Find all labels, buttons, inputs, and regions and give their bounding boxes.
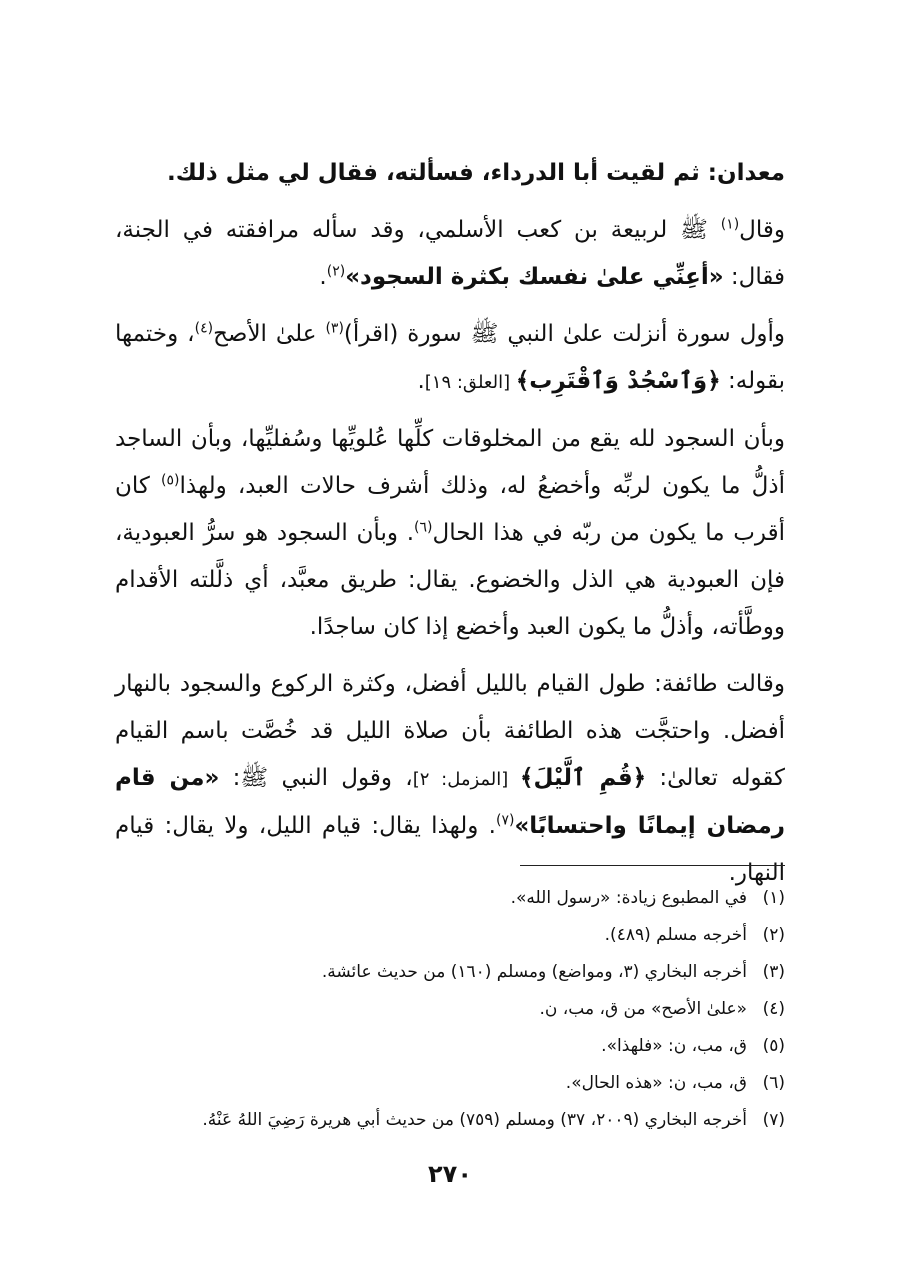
paragraph-4-text-a: وبأن السجود لله يقع من المخلوقات كلِّها عُلويِّها وسُفليِّها، وبأن الساجد أذلُّ ما يكون لربِّه وأخضعُ له، وذلك أشرف حالات العبد، ولهذا: [115, 426, 785, 499]
paragraph-2-text-b: ﷺ لربيعة بن كعب الأسلمي، وقد سأله مرافقته في الجنة، فقال:: [115, 217, 785, 290]
footnote-ref-1: (١): [720, 216, 740, 233]
footnote-5: [115, 1028, 785, 1065]
paragraph-5-text-c: . ولهذا يقال: قيام الليل، ولا يقال: قيام النهار.: [115, 813, 785, 886]
footnote-number: (٧): [762, 1110, 785, 1130]
footnote-7: [115, 1102, 785, 1139]
paragraph-3-text-a: وأول سورة أنزلت علىٰ النبي ﷺ سورة (اقرأ): [343, 321, 786, 347]
footnote-text: ق، مب، ن: «فلهذا».: [601, 1036, 747, 1056]
paragraph-1: [115, 150, 785, 197]
page-number: ٢٧٠: [428, 1160, 472, 1188]
footnote-6: [115, 1065, 785, 1102]
footnote-ref-7: (٧): [495, 812, 515, 829]
footnote-4: [115, 991, 785, 1028]
footnote-ref-4: (٤): [194, 320, 214, 337]
footnote-ref-2: (٢): [326, 263, 346, 280]
footnote-text: أخرجه البخاري (٣، ومواضع) ومسلم (١٦٠) من حديث عائشة.: [321, 962, 747, 982]
footnote-3: [115, 954, 785, 991]
footnote-text: أخرجه البخاري (٢٠٠٩، ٣٧) ومسلم (٧٥٩) من حديث أبي هريرة رَضِيَ اللهُ عَنْهُ.: [202, 1110, 747, 1130]
paragraph-4: [115, 416, 785, 651]
paragraph-1-text: معدان: ثم لقيت أبا الدرداء، فسألته، فقال لي مثل ذلك.: [167, 160, 785, 186]
footnotes-section: [115, 880, 785, 1139]
paragraph-5: [115, 661, 785, 897]
paragraph-2-end: .: [319, 264, 327, 290]
footnote-number: (٢): [762, 925, 785, 945]
footnote-number: (٣): [762, 962, 785, 982]
paragraph-3-end: .: [417, 368, 425, 394]
footnote-number: (١): [762, 888, 785, 908]
footnote-number: (٤): [762, 999, 785, 1019]
footnote-divider: [520, 865, 785, 866]
verse-reference-2: [المزمل: ٢]: [412, 769, 521, 790]
footnote-text: أخرجه مسلم (٤٨٩).: [604, 925, 747, 945]
paragraph-2-text-a: وقال: [739, 217, 785, 243]
hadith-quote-1: «أعِنِّي علىٰ نفسك بكثرة السجود»: [345, 264, 724, 290]
paragraph-5-text-b: ، وقول النبي ﷺ:: [219, 765, 413, 791]
footnote-ref-3: (٣): [325, 320, 344, 337]
footnote-number: (٦): [762, 1073, 785, 1093]
paragraph-3-text-c: ، وختمها بقوله:: [115, 321, 785, 394]
main-text: [115, 150, 785, 907]
footnote-2: [115, 917, 785, 954]
footnote-number: (٥): [762, 1036, 785, 1056]
paragraph-3-text-b: علىٰ الأصح: [213, 321, 326, 347]
paragraph-4-text-c: . وبأن السجود هو سرُّ العبودية، فإن العبودية هي الذل والخضوع. يقال: طريق معبَّد، أي ذلَّلته الأقدام ووطَّأته، وأذلُّ ما يكون العبد وأخضع إذا كان ساجدًا.: [115, 520, 785, 640]
paragraph-3: [115, 311, 785, 406]
paragraph-5-text-a: وقالت طائفة: طول القيام بالليل أفضل، وكثرة الركوع والسجود بالنهار أفضل. واحتجَّت هذه الطائفة بأن صلاة الليل قد خُصَّت باسم القيام كقوله تعالىٰ:: [115, 671, 785, 791]
footnote-text: ق، مب، ن: «هذه الحال».: [565, 1073, 747, 1093]
quran-verse-1: ﴿وَٱسْجُدْ وَٱقْتَرِب﴾: [515, 368, 721, 394]
paragraph-2: [115, 207, 785, 301]
paragraph-4-text-b: كان أقرب ما يكون من ربّه في هذا الحال: [115, 473, 785, 546]
quran-verse-2: ﴿قُمِ ٱلَّيْلَ﴾: [520, 765, 647, 791]
footnote-ref-6: (٦): [414, 519, 433, 536]
verse-reference-1: [العلق: ١٩]: [424, 372, 516, 393]
footnote-ref-5: (٥): [161, 472, 180, 489]
footnote-text: «علىٰ الأصح» من ق، مب، ن.: [539, 999, 747, 1019]
footnote-1: [115, 880, 785, 917]
hadith-quote-2: «من قام رمضان إيمانًا واحتسابًا»: [115, 765, 785, 839]
footnote-text: في المطبوع زيادة: «رسول الله».: [510, 888, 747, 908]
